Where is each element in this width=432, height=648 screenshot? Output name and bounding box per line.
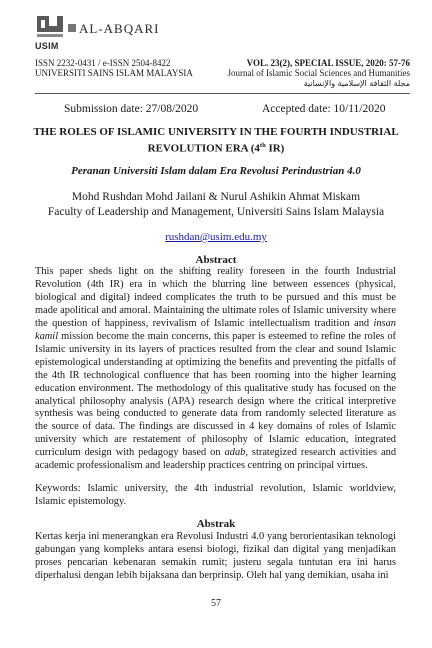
journal-header bbox=[35, 14, 410, 88]
abqari-mark-icon bbox=[68, 24, 76, 32]
accepted-date: Accepted date: 10/11/2020 bbox=[262, 103, 386, 115]
journal-name-arabic: مجلة الثقافة الإسلامية والإنسانية bbox=[303, 79, 410, 88]
page-number: 57 bbox=[211, 598, 221, 609]
author-list: Mohd Rushdan Mohd Jailani & Nurul Ashikin Ahmat Miskam bbox=[71, 191, 361, 203]
usim-logo bbox=[35, 14, 65, 52]
article-subtitle: Peranan Universiti Islam dalam Era Revolusi Perindustrian 4.0 bbox=[71, 165, 361, 177]
keywords: Keywords: Islamic university, the 4th industrial revolution, Islamic worldview, Islamic epistemology. bbox=[35, 483, 396, 507]
journal-name: Journal of Islamic Social Sciences and Humanities bbox=[227, 68, 410, 78]
article-title: THE ROLES OF ISLAMIC UNIVERSITY IN THE FOURTH INDUSTRIAL REVOLUTION ERA (4th IR) bbox=[33, 126, 399, 155]
header-divider bbox=[35, 93, 410, 94]
usim-emblem-icon bbox=[35, 14, 65, 40]
volume-info: VOL. 23(2), SPECIAL ISSUE, 2020: 57-76 bbox=[246, 58, 410, 68]
abstrak-text: Kertas kerja ini menerangkan era Revolusi Industri 4.0 yang berorientasikan teknologi gabungan yang kompleks antara esensi biologi, fizikal dan digital yang menjadikan proses pencarian kebenaran semakin rumit; justeru segala tuntutan era ini harus diperhalusi dengan lebih bijaksana dan berprinsip. Oleh hal yang demikian, usaha ini bbox=[35, 531, 396, 581]
abstrak-heading: Abstrak bbox=[196, 518, 236, 530]
issn-line: ISSN 2232-0431 / e-ISSN 2504-8422 bbox=[35, 58, 171, 68]
abstract-heading: Abstract bbox=[195, 254, 237, 266]
author-affiliation: Faculty of Leadership and Management, Universiti Sains Islam Malaysia bbox=[47, 206, 385, 218]
submission-date: Submission date: 27/08/2020 bbox=[64, 103, 199, 115]
al-abqari-logo-text: AL-ABQARI bbox=[79, 21, 160, 36]
al-abqari-logo bbox=[68, 21, 160, 37]
university-name: UNIVERSITI SAINS ISLAM MALAYSIA bbox=[35, 68, 193, 78]
abstract-text: This paper sheds light on the shifting reality foreseen in the fourth Industrial Revolution (4th IR) era in which the blurring line between essences (physical, biological and digital) indeed complicates the truth to be pursued and this must be made apolitical and amoral. Maintaining the ultimate roles of Islamic university where the question of happiness, revivalism of Islamic intellectualism tradition and insan kamil mission become the main concerns, this paper is esteemed to refine the roles of Islamic university in its layers of practices resulted from the clear and sound Islamic epistemological understanding at optimizing the benefits and preventing the pitfalls of the 4th IR technological confluence that has been rooming into the higher learning education environment. The methodology of this qualitative study has focused on the analytical philosophy analysis (APA) research design where the critical interpretive synthesis was being conducted to generate data from randomly selected literature as the source of data. The findings are discussed in 4 key domains of roles of Islamic university which are restatement of philosophy of Islamic education, integrated curriculum design with pedagogy based on adab, strategized research activities and academic professionalism and leadership practices centring on principal virtues. bbox=[35, 266, 397, 472]
usim-logo-text: USIM bbox=[35, 41, 59, 51]
author-email-link[interactable]: rushdan@usim.edu.my bbox=[165, 231, 267, 243]
